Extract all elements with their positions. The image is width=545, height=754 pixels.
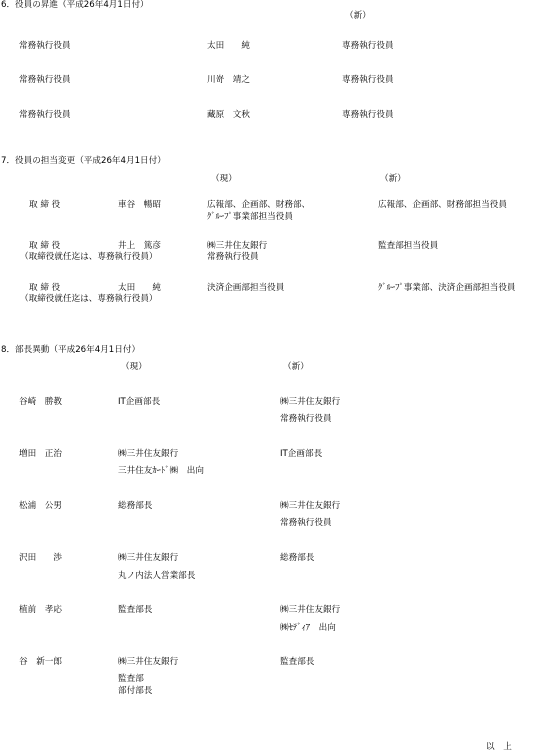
s8-row-3-name: 松浦 公男: [19, 501, 62, 511]
section-7-heading: 7．役員の担当変更（平成26年4月1日付）: [1, 156, 166, 166]
s6-row-2-new-position: 専務執行役員: [342, 75, 394, 85]
s6-row-2-old-position: 常務執行役員: [19, 75, 71, 85]
section-8-new-column-header: （新）: [283, 362, 309, 372]
s7-row-3-new: ｸﾞﾙｰﾌﾟ事業部、決済企画部担当役員: [378, 283, 516, 293]
s6-row-3-new-position: 専務執行役員: [342, 110, 394, 120]
s7-row-1-current-line-2: ｸﾞﾙｰﾌﾟ事業部担当役員: [207, 212, 293, 222]
s8-row-1-new-line-2: 常務執行役員: [280, 414, 332, 424]
s7-row-1-title: 取 締 役: [29, 200, 61, 210]
s8-row-6-current-line-3: 部付部長: [118, 686, 153, 696]
s8-row-1-current-line-1: IT企画部長: [118, 397, 161, 407]
s8-row-2-name: 増田 正治: [19, 449, 62, 459]
s8-row-6-current-line-2: 監査部: [118, 674, 144, 684]
s6-row-2-name: 川嵜 靖之: [207, 75, 250, 85]
s8-row-4-current-line-1: ㈱三井住友銀行: [118, 553, 179, 563]
s7-row-2-current-line-2: 常務執行役員: [207, 252, 259, 262]
s7-row-2-note: （取締役就任迄は、専務執行役員）: [20, 252, 158, 262]
s7-row-2-name: 井上 篤彦: [118, 241, 161, 251]
s7-row-1-current-line-1: 広報部、企画部、財務部、: [207, 200, 311, 210]
s8-row-1-new-line-1: ㈱三井住友銀行: [280, 397, 341, 407]
s8-row-4-name: 沢田 渉: [19, 553, 62, 563]
s8-row-3-current-line-1: 総務部長: [118, 501, 153, 511]
s8-row-6-name: 谷 新一郎: [19, 657, 62, 667]
s8-row-4-current-line-2: 丸ノ内法人営業部長: [118, 571, 196, 581]
s8-row-5-current-line-1: 監査部長: [118, 605, 153, 615]
section-7-current-column-header: （現）: [211, 174, 237, 184]
s7-row-2-current-line-1: ㈱三井住友銀行: [207, 241, 268, 251]
s6-row-3-name: 藏原 文秋: [207, 110, 250, 120]
s7-row-2-new: 監査部担当役員: [378, 241, 439, 251]
s8-row-5-new-line-2: ㈱ｾﾃﾞｨｱ 出向: [280, 623, 336, 633]
s7-row-1-name: 車谷 暢昭: [118, 200, 161, 210]
section-8-heading: 8．部長異動（平成26年4月1日付）: [1, 345, 141, 355]
s7-row-3-name: 太田 純: [118, 283, 161, 293]
s8-row-3-new-line-1: ㈱三井住友銀行: [280, 501, 341, 511]
section-8-current-column-header: （現）: [121, 362, 147, 372]
s8-row-5-new-line-1: ㈱三井住友銀行: [280, 605, 341, 615]
closing-mark: 以 上: [486, 742, 512, 752]
s8-row-3-new-line-2: 常務執行役員: [280, 518, 332, 528]
s6-row-3-old-position: 常務執行役員: [19, 110, 71, 120]
s8-row-1-name: 谷崎 勝教: [19, 397, 62, 407]
s7-row-1-new: 広報部、企画部、財務部担当役員: [378, 200, 507, 210]
s8-row-2-current-line-2: 三井住友ｶｰﾄﾞ㈱ 出向: [118, 466, 204, 476]
s8-row-6-current-line-1: ㈱三井住友銀行: [118, 657, 179, 667]
s8-row-6-new-line-1: 監査部長: [280, 657, 315, 667]
section-6-new-column-header: （新）: [345, 11, 371, 21]
s7-row-3-title: 取 締 役: [29, 283, 61, 293]
s8-row-2-new-line-1: IT企画部長: [280, 449, 323, 459]
section-7-new-column-header: （新）: [380, 174, 406, 184]
s7-row-2-title: 取 締 役: [29, 241, 61, 251]
s6-row-1-name: 太田 純: [207, 41, 250, 51]
s7-row-3-note: （取締役就任迄は、専務執行役員）: [20, 294, 158, 304]
s8-row-2-current-line-1: ㈱三井住友銀行: [118, 449, 179, 459]
s8-row-5-name: 植前 孝応: [19, 605, 62, 615]
section-6-heading: 6．役員の昇進（平成26年4月1日付）: [1, 0, 149, 10]
s6-row-1-new-position: 専務執行役員: [342, 41, 394, 51]
s6-row-1-old-position: 常務執行役員: [19, 41, 71, 51]
s8-row-4-new-line-1: 総務部長: [280, 553, 315, 563]
s7-row-3-current: 決済企画部担当役員: [207, 283, 285, 293]
